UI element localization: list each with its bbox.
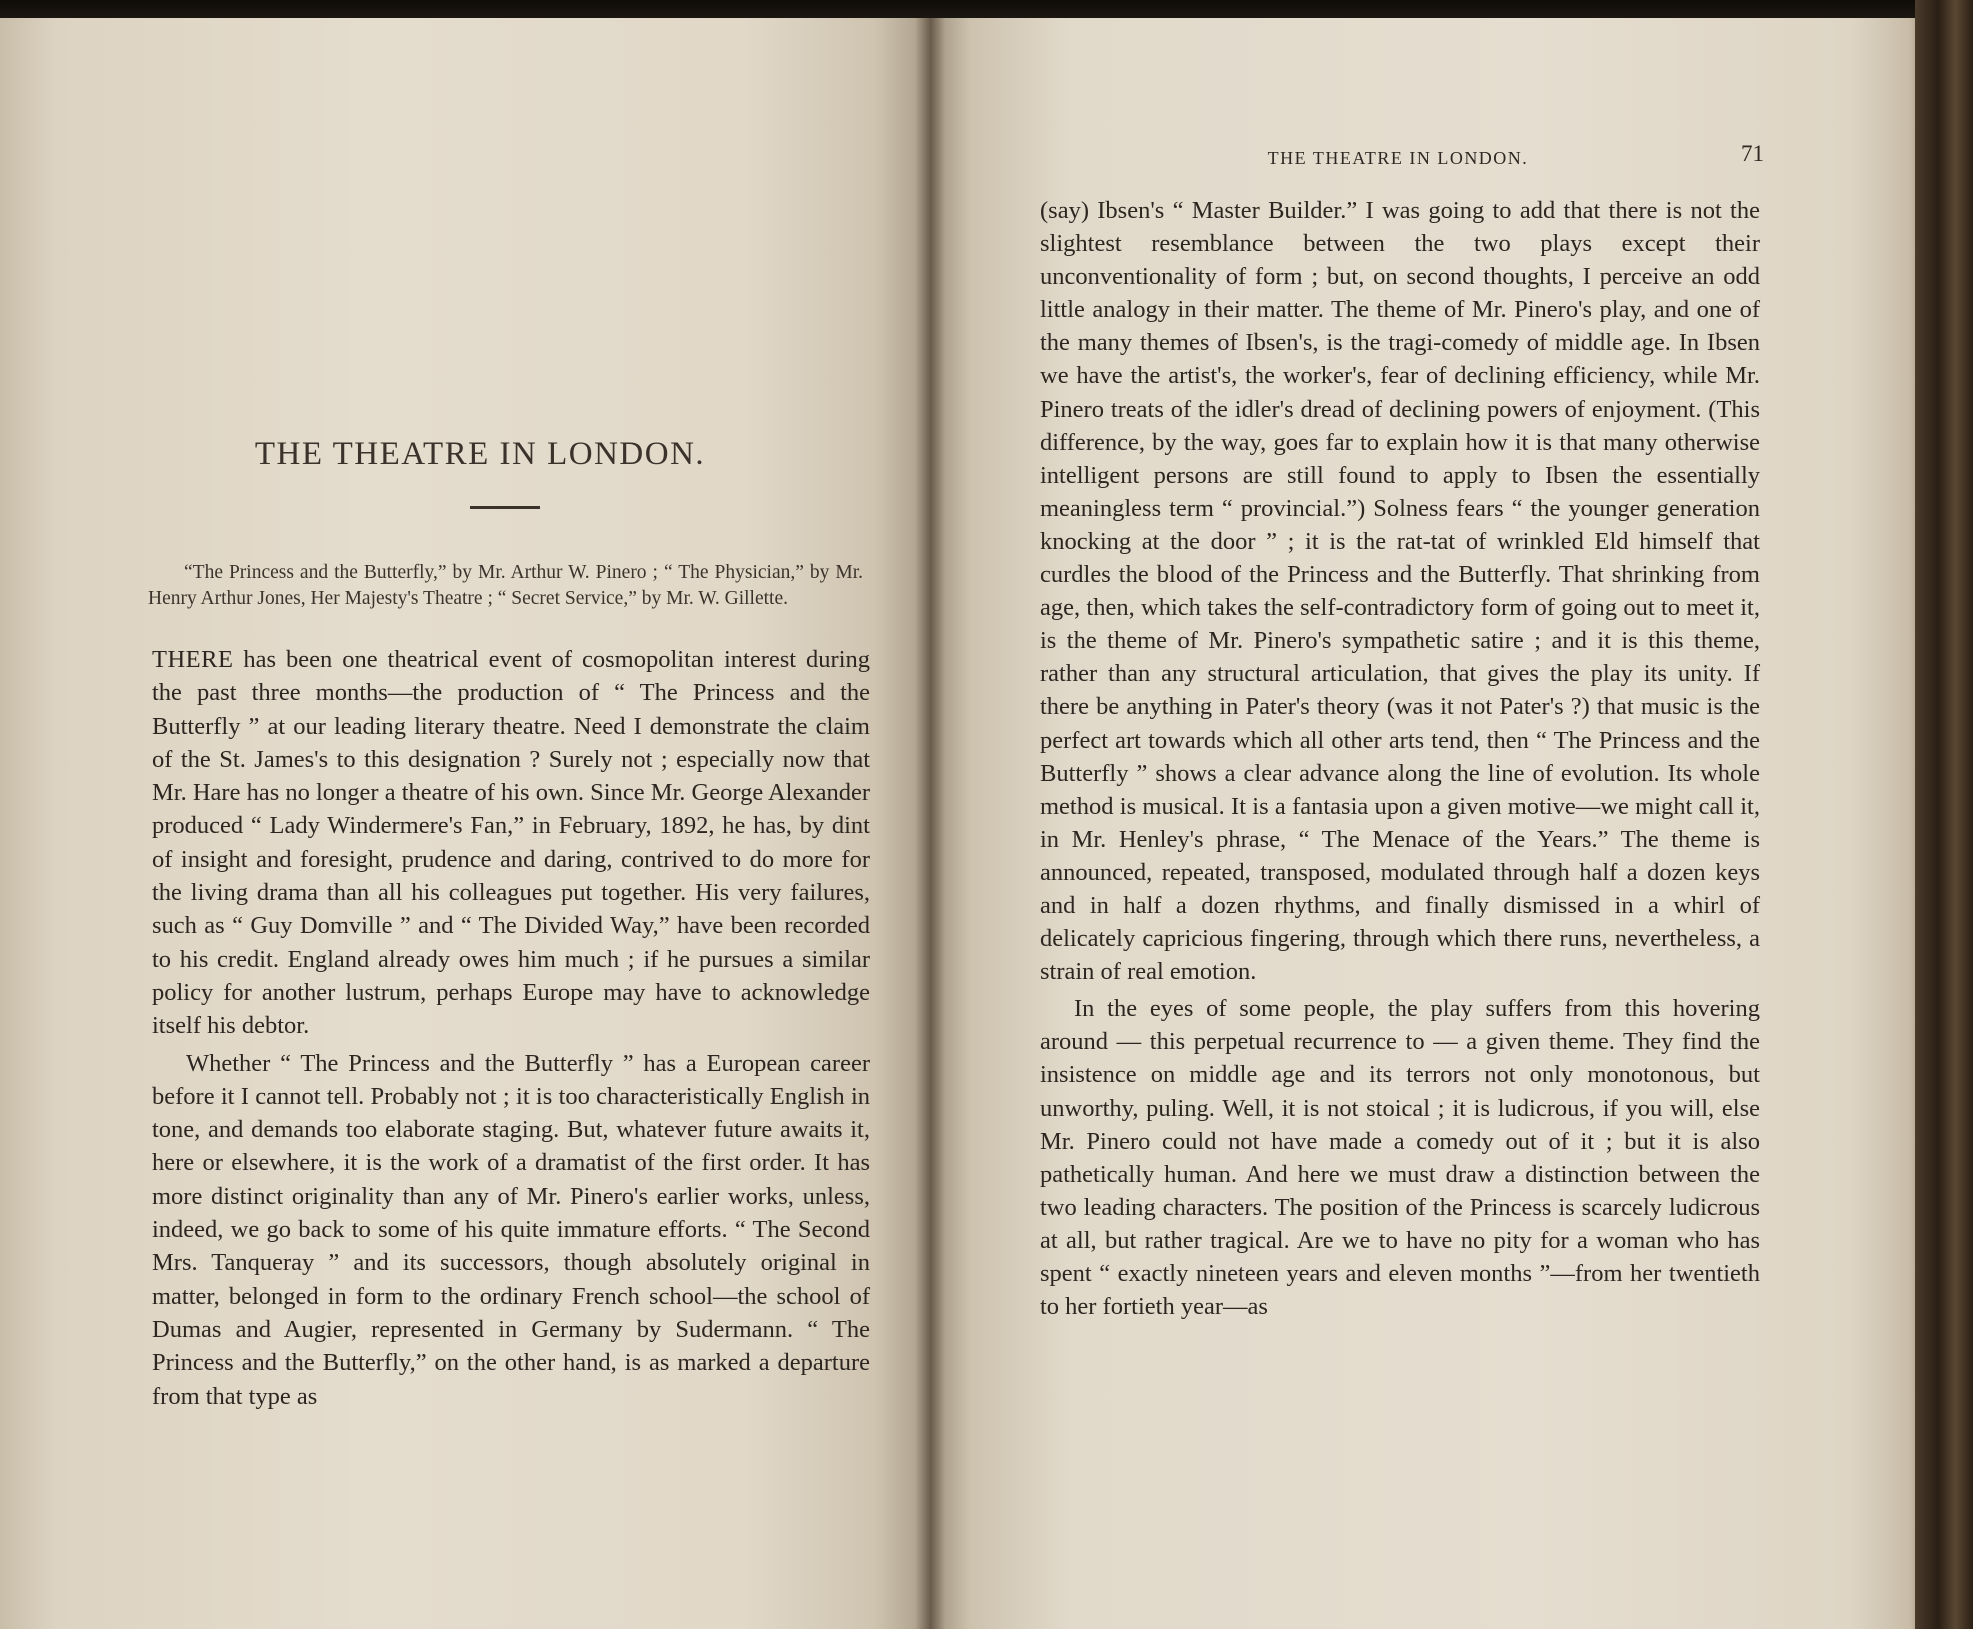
left-paragraph-1-text: has been one theatrical event of cosmopolitan interest during the past three months—the production of “ The Princess and the Butterfly ” at our leading literary theatre. Need I demonstrate the claim of the St. James's to this designation ? Surely not ; especially now that Mr. Hare has no longer a theatre of his own. Since Mr. George Alexander produced “ Lady Windermere's Fan,” in February, 1892, he has, by dint of insight and foresight, prudence and daring, contrived to do more for the living drama than all his colleagues put together. His very failures, such as “ Guy Domville ” and “ The Divided Way,” have been recorded to his credit. England already owes him much ; if he pursues a similar policy for another lustrum, perhaps Europe may have to acknowledge itself his debtor. [152,646,871,1040]
chapter-title: THE THEATRE IN LONDON. [254,436,706,472]
right-paragraph-1: (say) Ibsen's “ Master Builder.” I was going to add that there is not the slightest resemblance between the two plays except their unconventionality of form ; but, on second thoughts, I perceive an odd little analogy in their matter. The theme of Mr. Pinero's play, and one of the many themes of Ibsen's, is the tragi-comedy of middle age. In Ibsen we have the artist's, the worker's, fear of declining efficiency, while Mr. Pinero treats of the idler's dread of declining powers of enjoyment. (This difference, by the way, goes far to explain how it is that many otherwise intelligent persons are still found to apply to Ibsen the essentially meaningless term “ provincial.”) Solness fears “ the younger generation knocking at the door ” ; it is the rat-tat of wrinkled Eld himself that curdles the blood of the Princess and the Butterfly. That shrinking from age, then, which takes the self-contradictory form of going out to meet it, is the theme of Mr. Pinero's sympathetic satire ; and it is this theme, rather than any structural articulation, that gives the play its unity. If there be anything in Pater's theory (was it not Pater's ?) that music is the perfect art towards which all other arts tend, then “ The Princess and the Butterfly ” shows a clear advance along the line of evolution. Its whole method is musical. It is a fantasia upon a given motive—we might call it, in Mr. Henley's phrase, “ The Menace of the Years.” The theme is announced, repeated, transposed, modulated through half a dozen keys and in half a dozen rhythms, and finally dismissed in a whirl of delicately capricious fingering, through which there runs, nevertheless, a strain of real emotion. [1040,197,1760,986]
page-number: 71 [1741,141,1764,166]
right-page-body [1040,194,1760,1323]
book-gutter [915,18,945,1629]
left-paragraph-2: Whether “ The Princess and the Butterfly ” has a European career before it I cannot tell. Probably not ; it is too characteristically English in tone, and demands too elaborate staging. But, whatever future awaits it, here or elsewhere, it is the work of a dramatist of the first order. It has more distinct originality than any of Mr. Pinero's earlier works, unless, indeed, we go back to some of his quite immature efforts. “ The Second Mrs. Tanqueray ” and its successors, though absolutely original in matter, belonged in form to the ordinary French school—the school of Dumas and Augier, represented in Germany by Sudermann. “ The Princess and the Butterfly,” on the other hand, is as marked a departure from that type as [152,1049,870,1410]
left-page-body [152,643,870,1413]
chapter-subtitle: “The Princess and the Butterfly,” by Mr. Arthur W. Pinero ; “ The Physician,” by Mr. Henry Arthur Jones, Her Majesty's Theatre ; “ Secret Service,” by Mr. W. Gillette. [148,561,863,609]
running-head: THE THEATRE IN LONDON. [1267,148,1529,168]
title-rule [470,506,540,509]
left-paragraph-1 [152,643,870,1043]
drop-lead-word: THERE [152,646,234,673]
book-right-edge [1915,0,1973,1629]
right-paragraph-2: In the eyes of some people, the play suffers from this hovering around — this perpetual recurrence to — a given theme. They find the insistence on middle age and its terrors not only monotonous, but unworthy, puling. Well, it is not stoical ; it is ludicrous, if you will, else Mr. Pinero could not have made a comedy out of it ; but it is also pathetically human. And here we must draw a distinction between the two leading characters. The position of the Princess is scarcely ludicrous at all, but rather tragical. Are we to have no pity for a woman who has spent “ exactly nineteen years and eleven months ”—from her twentieth to her fortieth year—as [1040,995,1760,1321]
